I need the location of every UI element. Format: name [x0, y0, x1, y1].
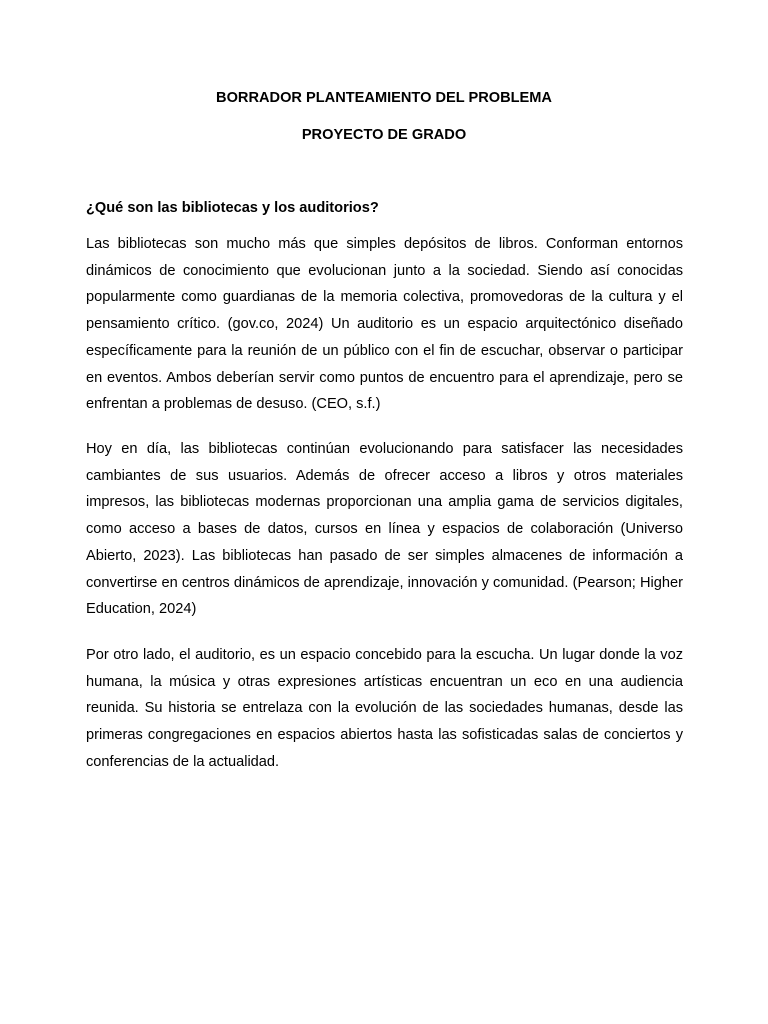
document-title: BORRADOR PLANTEAMIENTO DEL PROBLEMA — [216, 90, 552, 106]
paragraph-auditorio: Por otro lado, el auditorio, es un espacio concebido para la escucha. Un lugar donde la voz humana, la música y otras expresiones artísticas encuentran un eco en una audiencia reunida. Su historia se entrelaza con la evolución de las sociedades humanas, desde las primeras congregaciones en espacios abiertos hasta las sofisticadas salas de conciertos y conferencias de la actualidad. — [86, 647, 683, 770]
paragraph-bibliotecas-evolucion: Hoy en día, las bibliotecas continúan evolucionando para satisfacer las necesidades cambiantes de sus usuarios. Además de ofrecer acceso a libros y otros materiales impresos, las bibliotecas modernas proporcionan una amplia gama de servicios digitales, como acceso a bases de datos, cursos en línea y espacios de colaboración (Universo Abierto, 2023). Las bibliotecas han pasado de ser simples almacenes de información a convertirse en centros dinámicos de aprendizaje, innovación y comunidad. (Pearson; Higher Education, 2024) — [86, 441, 683, 618]
section-heading: ¿Qué son las bibliotecas y los auditorios? — [86, 200, 379, 216]
document-subtitle: PROYECTO DE GRADO — [301, 127, 467, 143]
paragraph-bibliotecas-auditorios: Las bibliotecas son mucho más que simples depósitos de libros. Conforman entornos dinámicos de conocimiento que evolucionan junto a la sociedad. Siendo así conocidas popularmente como guardianas de la memoria colectiva, promovedoras de la cultura y el pensamiento crítico. (gov.co, 2024) Un auditorio es un espacio arquitectónico diseñado específicamente para la reunión de un público con el fin de escuchar, observar o participar en eventos. Ambos deberían servir como puntos de encuentro para el aprendizaje, pero se enfrentan a problemas de desuso. (CEO, s.f.) — [86, 236, 683, 413]
